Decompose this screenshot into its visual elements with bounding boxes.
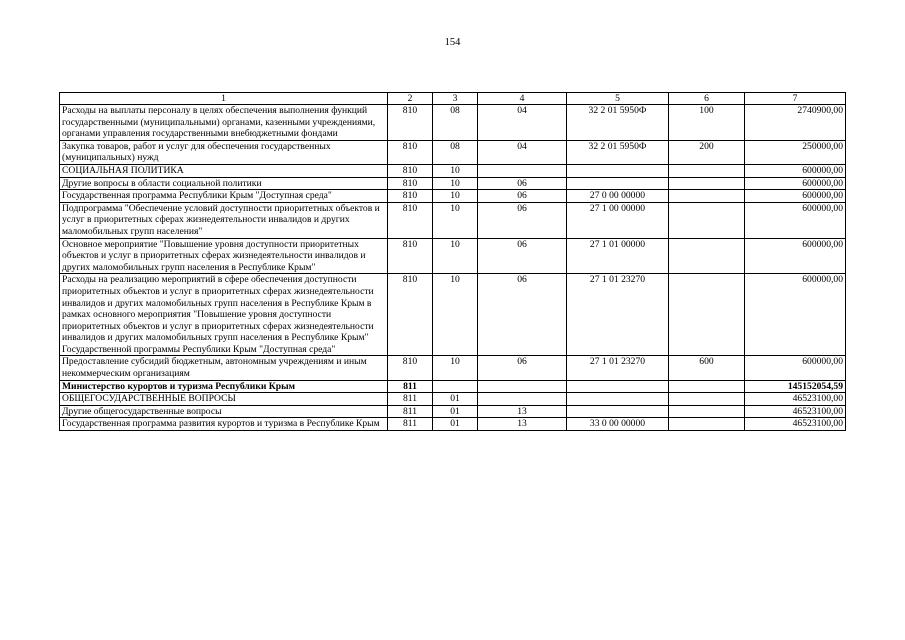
- row-amount: 600000,00: [745, 274, 846, 356]
- row-target-article-code: 27 0 00 00000: [567, 190, 669, 203]
- row-subsection-code: [478, 393, 567, 406]
- row-amount: 600000,00: [745, 177, 846, 190]
- row-section-code: 10: [433, 177, 478, 190]
- row-section-code: 10: [433, 238, 478, 274]
- row-chapter-code: 811: [388, 380, 433, 393]
- row-section-code: 10: [433, 274, 478, 356]
- row-amount: 46523100,00: [745, 405, 846, 418]
- row-name: Другие вопросы в области социальной политики: [60, 177, 388, 190]
- row-section-code: 10: [433, 164, 478, 177]
- row-expense-type-code: [669, 190, 745, 203]
- row-chapter-code: 811: [388, 405, 433, 418]
- row-name: Подпрограмма "Обеспечение условий доступности приоритетных объектов и услуг в приоритетных сферах жизнедеятельности инвалидов и других маломобильных групп населения": [60, 202, 388, 238]
- header-col-3: 3: [433, 93, 478, 105]
- row-expense-type-code: [669, 405, 745, 418]
- row-amount: 600000,00: [745, 238, 846, 274]
- row-chapter-code: 810: [388, 274, 433, 356]
- row-subsection-code: 04: [478, 140, 567, 164]
- row-name: СОЦИАЛЬНАЯ ПОЛИТИКА: [60, 164, 388, 177]
- header-col-6: 6: [669, 93, 745, 105]
- row-target-article-code: 27 1 01 23270: [567, 356, 669, 380]
- row-section-code: 01: [433, 393, 478, 406]
- row-chapter-code: 810: [388, 238, 433, 274]
- row-chapter-code: 810: [388, 140, 433, 164]
- row-target-article-code: 27 1 01 00000: [567, 238, 669, 274]
- table-row: [60, 202, 846, 238]
- row-chapter-code: 811: [388, 393, 433, 406]
- row-amount: 250000,00: [745, 140, 846, 164]
- row-chapter-code: 810: [388, 190, 433, 203]
- row-section-code: 01: [433, 405, 478, 418]
- budget-table: [59, 92, 846, 431]
- row-section-code: 08: [433, 140, 478, 164]
- row-expense-type-code: [669, 164, 745, 177]
- row-section-code: 10: [433, 202, 478, 238]
- row-name: Государственная программа Республики Крым "Доступная среда": [60, 190, 388, 203]
- table-row: [60, 418, 846, 431]
- row-chapter-code: 810: [388, 105, 433, 141]
- row-target-article-code: [567, 177, 669, 190]
- row-expense-type-code: [669, 177, 745, 190]
- table-row: [60, 393, 846, 406]
- table-row: [60, 238, 846, 274]
- row-target-article-code: 27 1 00 00000: [567, 202, 669, 238]
- row-chapter-code: 810: [388, 202, 433, 238]
- row-subsection-code: 06: [478, 274, 567, 356]
- row-subsection-code: 13: [478, 418, 567, 431]
- row-section-code: 10: [433, 190, 478, 203]
- row-chapter-code: 811: [388, 418, 433, 431]
- row-name: Основное мероприятие "Повышение уровня доступности приоритетных объектов и услуг в приоритетных сферах жизнедеятельности инвалидов и других маломобильных групп населения в Республике Крым": [60, 238, 388, 274]
- row-subsection-code: 04: [478, 105, 567, 141]
- page-number: 154: [444, 37, 461, 48]
- row-name: Предоставление субсидий бюджетным, автономным учреждениям и иным некоммерческим организациям: [60, 356, 388, 380]
- row-name: Государственная программа развития курортов и туризма в Республике Крым: [60, 418, 388, 431]
- row-subsection-code: [478, 164, 567, 177]
- row-chapter-code: 810: [388, 356, 433, 380]
- row-target-article-code: 27 1 01 23270: [567, 274, 669, 356]
- row-target-article-code: [567, 164, 669, 177]
- row-name: Расходы на выплаты персоналу в целях обеспечения выполнения функций государственными (муниципальными) органами, казенными учреждениями, органами управления государственными внебюджетными фондами: [60, 105, 388, 141]
- row-target-article-code: 32 2 01 5950Ф: [567, 140, 669, 164]
- table-row: [60, 274, 846, 356]
- row-expense-type-code: [669, 238, 745, 274]
- header-col-4: 4: [478, 93, 567, 105]
- row-subsection-code: 06: [478, 356, 567, 380]
- row-expense-type-code: [669, 380, 745, 393]
- row-subsection-code: 06: [478, 202, 567, 238]
- row-amount: 600000,00: [745, 164, 846, 177]
- row-amount: 600000,00: [745, 356, 846, 380]
- row-expense-type-code: [669, 393, 745, 406]
- header-row: [60, 93, 846, 105]
- row-expense-type-code: 600: [669, 356, 745, 380]
- table-row: [60, 356, 846, 380]
- row-subsection-code: 13: [478, 405, 567, 418]
- row-target-article-code: 32 2 01 5950Ф: [567, 105, 669, 141]
- row-target-article-code: [567, 380, 669, 393]
- row-chapter-code: 810: [388, 177, 433, 190]
- row-amount: 46523100,00: [745, 393, 846, 406]
- table-row: [60, 177, 846, 190]
- row-section-code: 01: [433, 418, 478, 431]
- table-row: [60, 405, 846, 418]
- row-subsection-code: 06: [478, 177, 567, 190]
- header-col-1: 1: [60, 93, 388, 105]
- row-amount: 600000,00: [745, 190, 846, 203]
- table-row: [60, 105, 846, 141]
- row-target-article-code: [567, 405, 669, 418]
- row-name: Министерство курортов и туризма Республики Крым: [60, 380, 388, 393]
- row-subsection-code: 06: [478, 190, 567, 203]
- row-section-code: 10: [433, 356, 478, 380]
- table-row: [60, 164, 846, 177]
- header-col-5: 5: [567, 93, 669, 105]
- header-col-2: 2: [388, 93, 433, 105]
- table-row: [60, 380, 846, 393]
- row-name: ОБЩЕГОСУДАРСТВЕННЫЕ ВОПРОСЫ: [60, 393, 388, 406]
- row-section-code: [433, 380, 478, 393]
- row-amount: 145152054,59: [745, 380, 846, 393]
- row-name: Расходы на реализацию мероприятий в сфере обеспечения доступности приоритетных объектов и услуг в приоритетных сферах жизнедеятельности инвалидов и других маломобильных групп населения в Республике Крым в рамках основного мероприятия "Повышение уровня доступности приоритетных объектов и услуг в приоритетных сферах жизнедеятельности инвалидов и других маломобильных групп населения в Республике Крым" Государственной программы Республики Крым "Доступная среда": [60, 274, 388, 356]
- row-expense-type-code: [669, 418, 745, 431]
- row-name: Другие общегосударственные вопросы: [60, 405, 388, 418]
- row-target-article-code: [567, 393, 669, 406]
- row-expense-type-code: [669, 274, 745, 356]
- row-subsection-code: 06: [478, 238, 567, 274]
- row-expense-type-code: [669, 202, 745, 238]
- row-expense-type-code: 200: [669, 140, 745, 164]
- row-target-article-code: 33 0 00 00000: [567, 418, 669, 431]
- row-section-code: 08: [433, 105, 478, 141]
- row-amount: 600000,00: [745, 202, 846, 238]
- table-row: [60, 190, 846, 203]
- header-col-7: 7: [745, 93, 846, 105]
- row-expense-type-code: 100: [669, 105, 745, 141]
- table-row: [60, 140, 846, 164]
- row-amount: 46523100,00: [745, 418, 846, 431]
- row-chapter-code: 810: [388, 164, 433, 177]
- row-subsection-code: [478, 380, 567, 393]
- row-amount: 2740900,00: [745, 105, 846, 141]
- row-name: Закупка товаров, работ и услуг для обеспечения государственных (муниципальных) нужд: [60, 140, 388, 164]
